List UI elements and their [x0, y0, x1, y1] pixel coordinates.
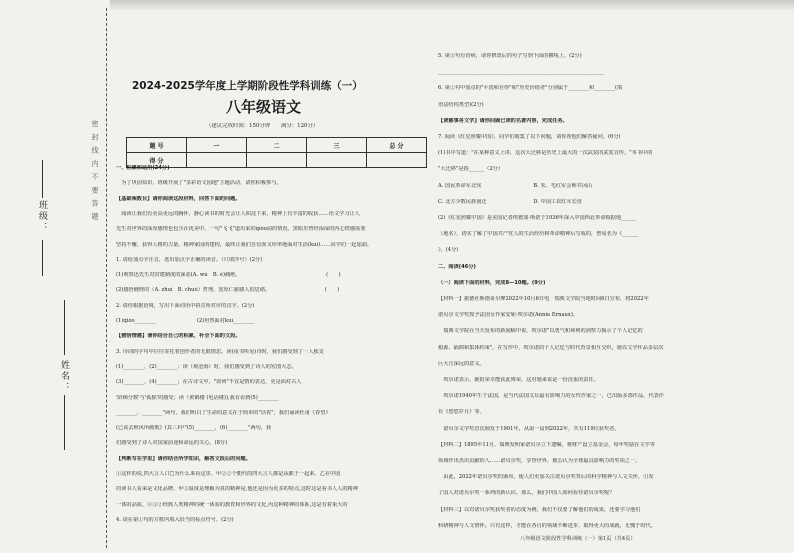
binding-strip: [0, 0, 108, 553]
score-head-2: 一: [187, 138, 247, 153]
text-line: 3. 诗词的字句中往往寄托着创作者的无限情思。读(夜书所见)诗时，我们感受到了一人独支: [116, 348, 324, 355]
section-heading: 【读慈事务文学】请你回顾已读的名著内容，完成任务。: [438, 117, 568, 124]
text-line: "大迁移"是指______（2分）: [438, 166, 504, 173]
name-line-2: [64, 395, 65, 450]
text-line: （地名），切实了解了中国共产党人的生活经历和革命精神后写成的，曾易名为《______: [438, 231, 638, 238]
text-line: ________，________"两句，我们明白了生命的意义在于简单的"活着"，我们诵读杜甫《春望》: [116, 409, 331, 416]
section-heading: （一）阅读下面的材料，完成8—10题。(9分): [438, 279, 546, 286]
text-line: (2)感悟缠绕的（A. zhuì B. chuò）哲理，宽厚仁慈感人的思绪。 ( ): [116, 287, 340, 294]
text-line: 1. 请给加点字注音，选出加点字正确的读音。（只填序号）(2分): [116, 256, 263, 263]
text-line: 7. 阅读《红星照耀中国》，同学们收集了以下问题，请你帮他们解答疑问。(6分): [438, 134, 621, 140]
subject-title: 八年级语文: [226, 98, 302, 116]
score-table: [126, 137, 427, 168]
text-line: (2)《红星照耀中国》是美国记者埃德加·斯诺于1936年深入中国西北革命根据地______: [438, 215, 637, 221]
text-line: 坚持不懈，获得人格的力量、精神家园的建构，最终让我们自信而又坦率地面对生活(kuì)……同学们一起加油。: [116, 241, 373, 248]
seal-line-text: 密 封 线 内 不 要 答 题: [91, 120, 99, 222]
text-line: 【材料一】据德社斯德哥尔摩2022年10月6日电 瑞典文学院当地时间6日宣布，将2022年: [438, 296, 649, 302]
text-line: C. 北方少数民族南迁 D. 中国工农红军长征: [438, 198, 583, 205]
text-line: 的读书人看来是文化品牌。甲③温度是理解为真的精神是,他还是因为更多的特点,这时这是看书人人的精神: [116, 486, 358, 493]
section-heading: 二、阅读(46分): [438, 263, 476, 270]
exam-title: 2024-2025学年度上学期阶段性学科训练（一）: [132, 80, 363, 92]
text-line: '阶梯分数'与'孤独'的感受；读（黄鹤楼 (电话楼)),我有看到(5)________: [116, 394, 279, 401]
text-line: 埃尔诺1940年生于法国，是当代法国文坛最有影响力的女性作家之一，已出版多部作品，代表作: [438, 393, 664, 400]
text-line: (3)________，(4)________；在古诗文中，"如何"不仅是情的表达，更是面对古人: [116, 379, 302, 386]
text-line: 5. 第③句有语病，请你修改后的句子写到下面的横线上。(2分): [438, 53, 582, 59]
text-line: (1)观察迅先生对封建制度的深恶(A. wù B. è)痛绝。 ( ): [116, 272, 341, 279]
text-line: 巨大且深远的意义。: [438, 360, 485, 367]
text-line: 2. 请你根据语境，写出下面词语中拼音所对应的汉字。(2分): [116, 302, 255, 309]
text-line: ________________________________________________________________: [438, 69, 604, 76]
text-line: 【材料二】1895年11月，瑞典发明家诺贝尔立下遗嘱，将财产设立基金会，每年奖励在文学等: [438, 441, 655, 448]
score-head-1: 题 号: [127, 138, 187, 153]
name-line: [64, 300, 65, 355]
exam-meta: （建议完成时间：150分钟 满分：120分）: [206, 123, 319, 129]
text-line: 领域作出杰出贡献的人……诺贝尔奖，享誉世界，被公认为全球最具影响力的奖项之一。: [438, 458, 641, 464]
class-line: [42, 160, 43, 198]
score-head-5: 总 分: [367, 138, 427, 153]
score-head-3: 二: [247, 138, 307, 153]
text-line: 阅读让我们有更高更远的胸怀，静心读书的时光会让人积淀下来，精神上有丰富的收获……语文学习让人: [116, 210, 360, 217]
text-line: 语法结构类型)(2分): [438, 101, 484, 108]
section-heading: 一、积累和运用(24分): [116, 165, 170, 171]
text-line: 埃尔诺表示，她很荣幸能获此殊荣，这对她来说是一份沉重的责任。: [438, 377, 599, 383]
text-line: 6. 第②句中加点的"平淡和自得"和"历史价值者"分别属于________和________(填: [438, 85, 623, 92]
text-line: 诺贝尔文学奖授予法国女作家安妮·埃尔诺(Annie Ernaux)。: [438, 312, 579, 319]
section-heading: 【基础乘数目】请你阅读这段材料，回答下面的问题。: [116, 195, 241, 202]
text-line: 为了巩固知识，班级开展了"多彩语文园地"主题活动，请你积极参与。: [116, 180, 282, 187]
class-label: 班级：: [37, 200, 47, 233]
text-line: 【材料三】以对诺贝尔奖获奖者的态度为例，我们不仅要了解他们的成果，还要学习他们: [438, 506, 641, 513]
text-line: (1)书中写道："在某种意义上讲，这次大迁移是历史上最大的一次武装的武装宣传。"本书中的: [438, 150, 653, 157]
text-line: 一体的品质，④③②经典人类精神的统一体验的教育和世界的文化,丙这种精神的体系,这是有着重大的: [116, 501, 348, 508]
text-line: 4. 请在第①句的方框内填入恰当的标点符号。(2分): [116, 516, 234, 523]
text-line: 有《悠悠岁月》等。: [438, 409, 485, 416]
text-line: 根源、隔阂和集体约束"。在写作中，埃尔诺的个人记忆与时代背景相互交织，她以文学作品多层次: [438, 344, 664, 351]
text-line: ①这样的说,四大言人口□为什么来看这里。甲②②个朝代的四大言人都是从都于一起来。乙在中国: [116, 471, 341, 477]
text-line: 科研精神与人文情怀。只有这样，才能在各自的领域不断进步，取得更大的成就，无愧于时代。: [438, 522, 656, 529]
text-line: 由此，2022年诺贝尔奖的颁布，使人们更加关注诺贝尔奖背后的科学精神与人文关怀，引发: [438, 474, 654, 481]
text-line: 们感受到了诗人对国家前途和命运的关心。(8分): [116, 440, 228, 447]
text-line: A. 国民革命军北伐 B. 朱、毛红军会师井冈山: [438, 182, 593, 189]
text-line: 了国人对诺贝尔奖一系列的新认识。那么，我们中国人如何看待诺贝尔奖呢？: [438, 490, 615, 497]
class-line-2: [42, 240, 43, 276]
section-heading: 【判断写在学里】请你结合所学知识，解答文段后的问题。: [116, 455, 251, 462]
name-label: 姓名：: [59, 360, 69, 393]
text-line: (已丧去秋风所破歌》(其三)中"(5)________，(6)________"两句，我: [116, 425, 272, 432]
text-line: 先生对世界的深厚感情也包含在优美中。一句"飞飞"道出来的qióo前的情况。黑暗里曾经深深的内心情感需要: [116, 226, 366, 233]
score-head-4: 三: [307, 138, 367, 153]
text-line: 》。(4分): [438, 247, 459, 254]
score-label: 得 分: [127, 153, 187, 168]
text-line: (1)________，(2)________；读（观沧海）时，我们感受到了诗人的宏图大志，: [116, 363, 297, 370]
seal-line: [106, 8, 108, 548]
page-footer: 八年级语文阶段性学科训练（一）第1页（共4页）: [520, 536, 636, 542]
text-line: 诺贝尔文学奖首次颁发于1901年，从第一届到2022年，共有119位获奖者。: [438, 425, 620, 432]
text-line: (1)qióo________ (2)坦然面对kuì________: [116, 318, 254, 324]
text-line: 瑞典文学院在当天发布的新闻稿中说，埃尔诺"以勇气和犀利的洞察力揭示了个人记忆的: [438, 328, 643, 335]
section-heading: 【感悟情感】请你结合自己的积累，补全下面的文段。: [116, 333, 241, 340]
scan-shadow: [110, 0, 794, 10]
